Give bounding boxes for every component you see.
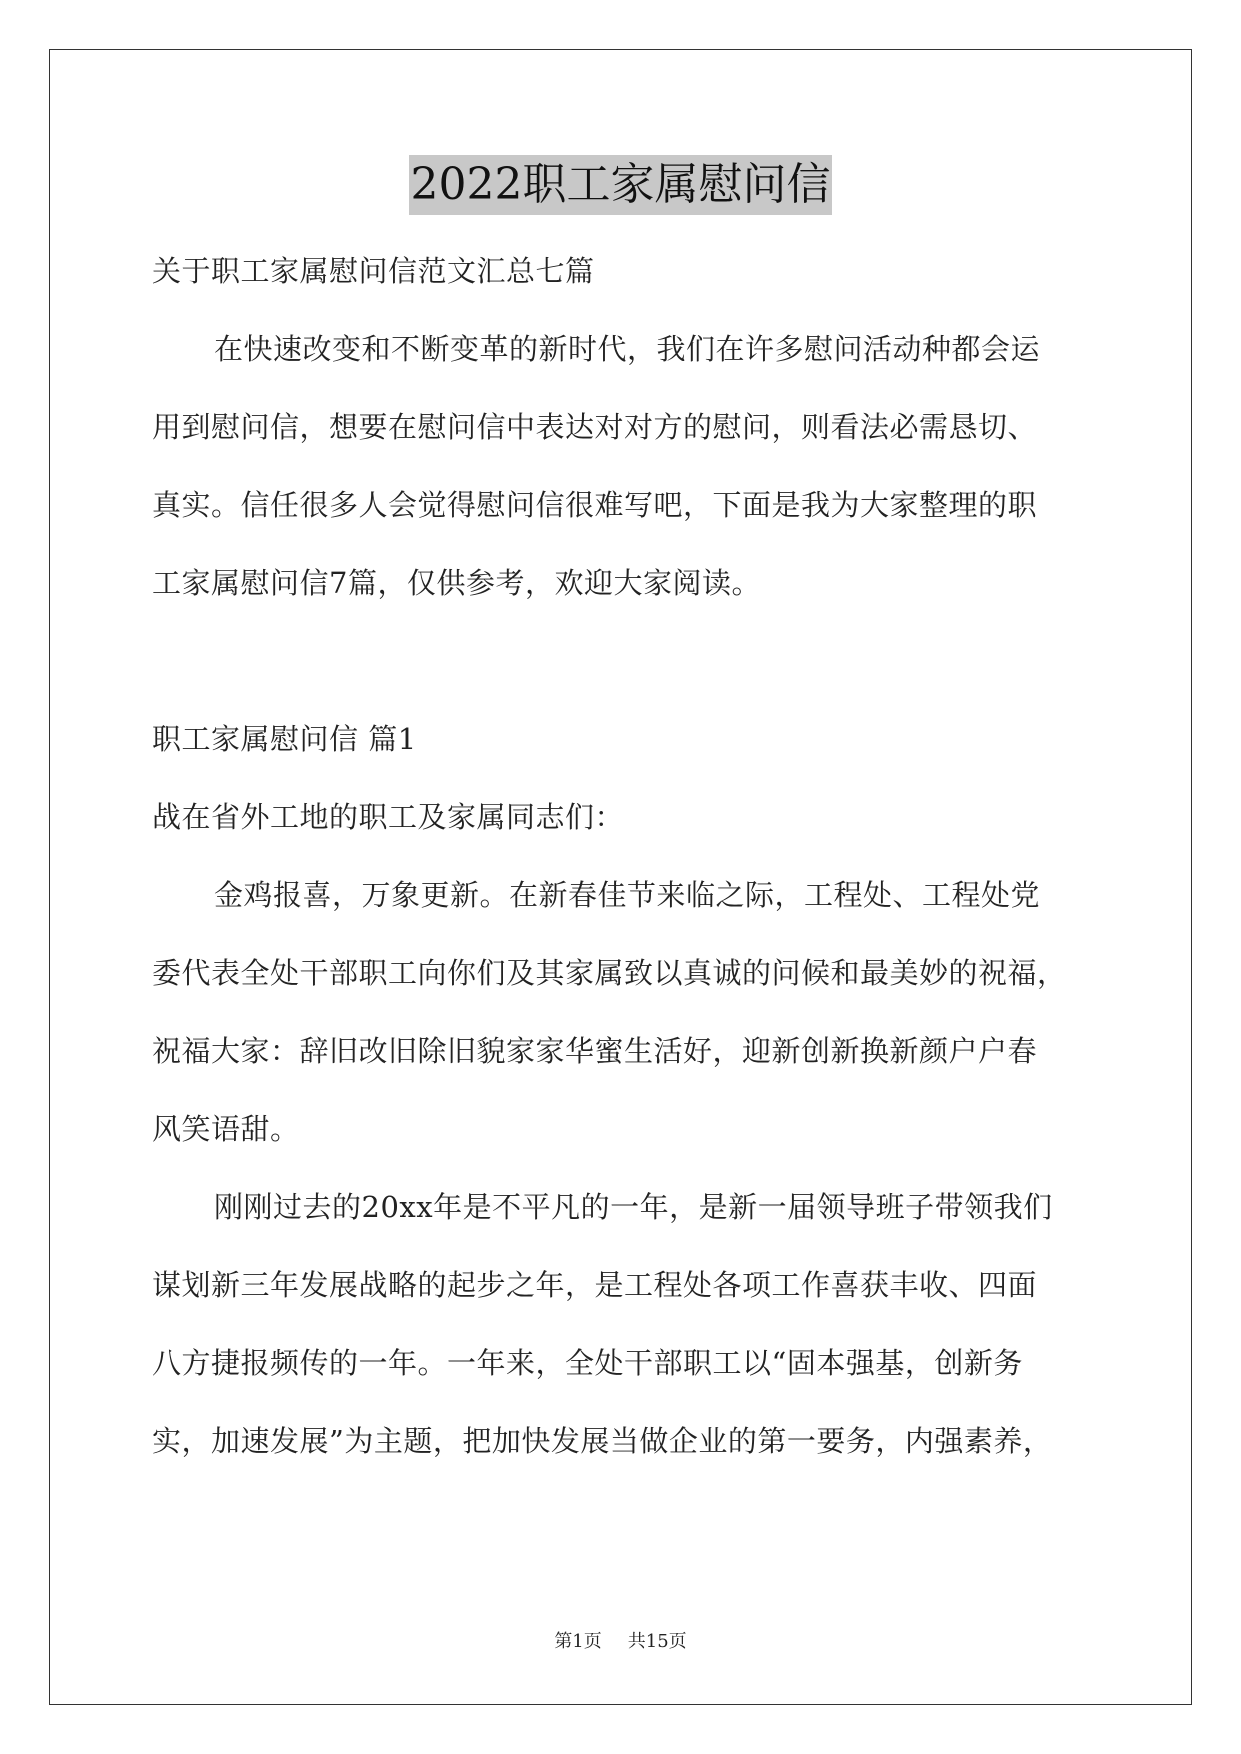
intro-line: 真实。信任很多人会觉得慰问信很难写吧，下面是我为大家整理的职 xyxy=(152,488,1038,522)
paragraph-line: 实，加速发展”为主题，把加快发展当做企业的第一要务，内强素养， xyxy=(152,1424,1053,1458)
title-container xyxy=(0,155,1241,215)
paragraph-line: 八方捷报频传的一年。一年来，全处干部职工以“固本强基，创新务 xyxy=(152,1346,1023,1380)
intro-line: 在快速改变和不断变革的新时代，我们在许多慰问活动种都会运 xyxy=(214,332,1041,366)
document-body xyxy=(152,232,1092,1480)
intro-line: 用到慰问信，想要在慰问信中表达对对方的慰问，则看法必需恳切、 xyxy=(152,410,1038,444)
document-subtitle: 关于职工家属慰问信范文汇总七篇 xyxy=(152,254,595,288)
paragraph-line: 风笑语甜。 xyxy=(152,1112,300,1146)
paragraph-line: 金鸡报喜，万象更新。在新春佳节来临之际，工程处、工程处党 xyxy=(214,878,1041,912)
page-total: 共15页 xyxy=(627,1631,687,1652)
document-title: 2022职工家属慰问信 xyxy=(409,155,833,215)
paragraph-line: 谋划新三年发展战略的起步之年，是工程处各项工作喜获丰收、四面 xyxy=(152,1268,1038,1302)
paragraph-line: 刚刚过去的20xx年是不平凡的一年，是新一届领导班子带领我们 xyxy=(214,1190,1053,1224)
paragraph-line: 委代表全处干部职工向你们及其家属致以真诚的问候和最美妙的祝福， xyxy=(152,956,1067,990)
intro-line: 工家属慰问信7篇，仅供参考，欢迎大家阅读。 xyxy=(152,566,761,600)
paragraph-gap xyxy=(152,622,1092,700)
paragraph-line: 祝福大家：辞旧改旧除旧貌家家华蜜生活好，迎新创新换新颜户户春 xyxy=(152,1034,1038,1068)
page-number: 第1页 xyxy=(554,1631,602,1652)
page-footer xyxy=(0,1630,1241,1654)
salutation: 战在省外工地的职工及家属同志们： xyxy=(152,800,625,834)
section-heading: 职工家属慰问信 篇1 xyxy=(152,722,417,756)
